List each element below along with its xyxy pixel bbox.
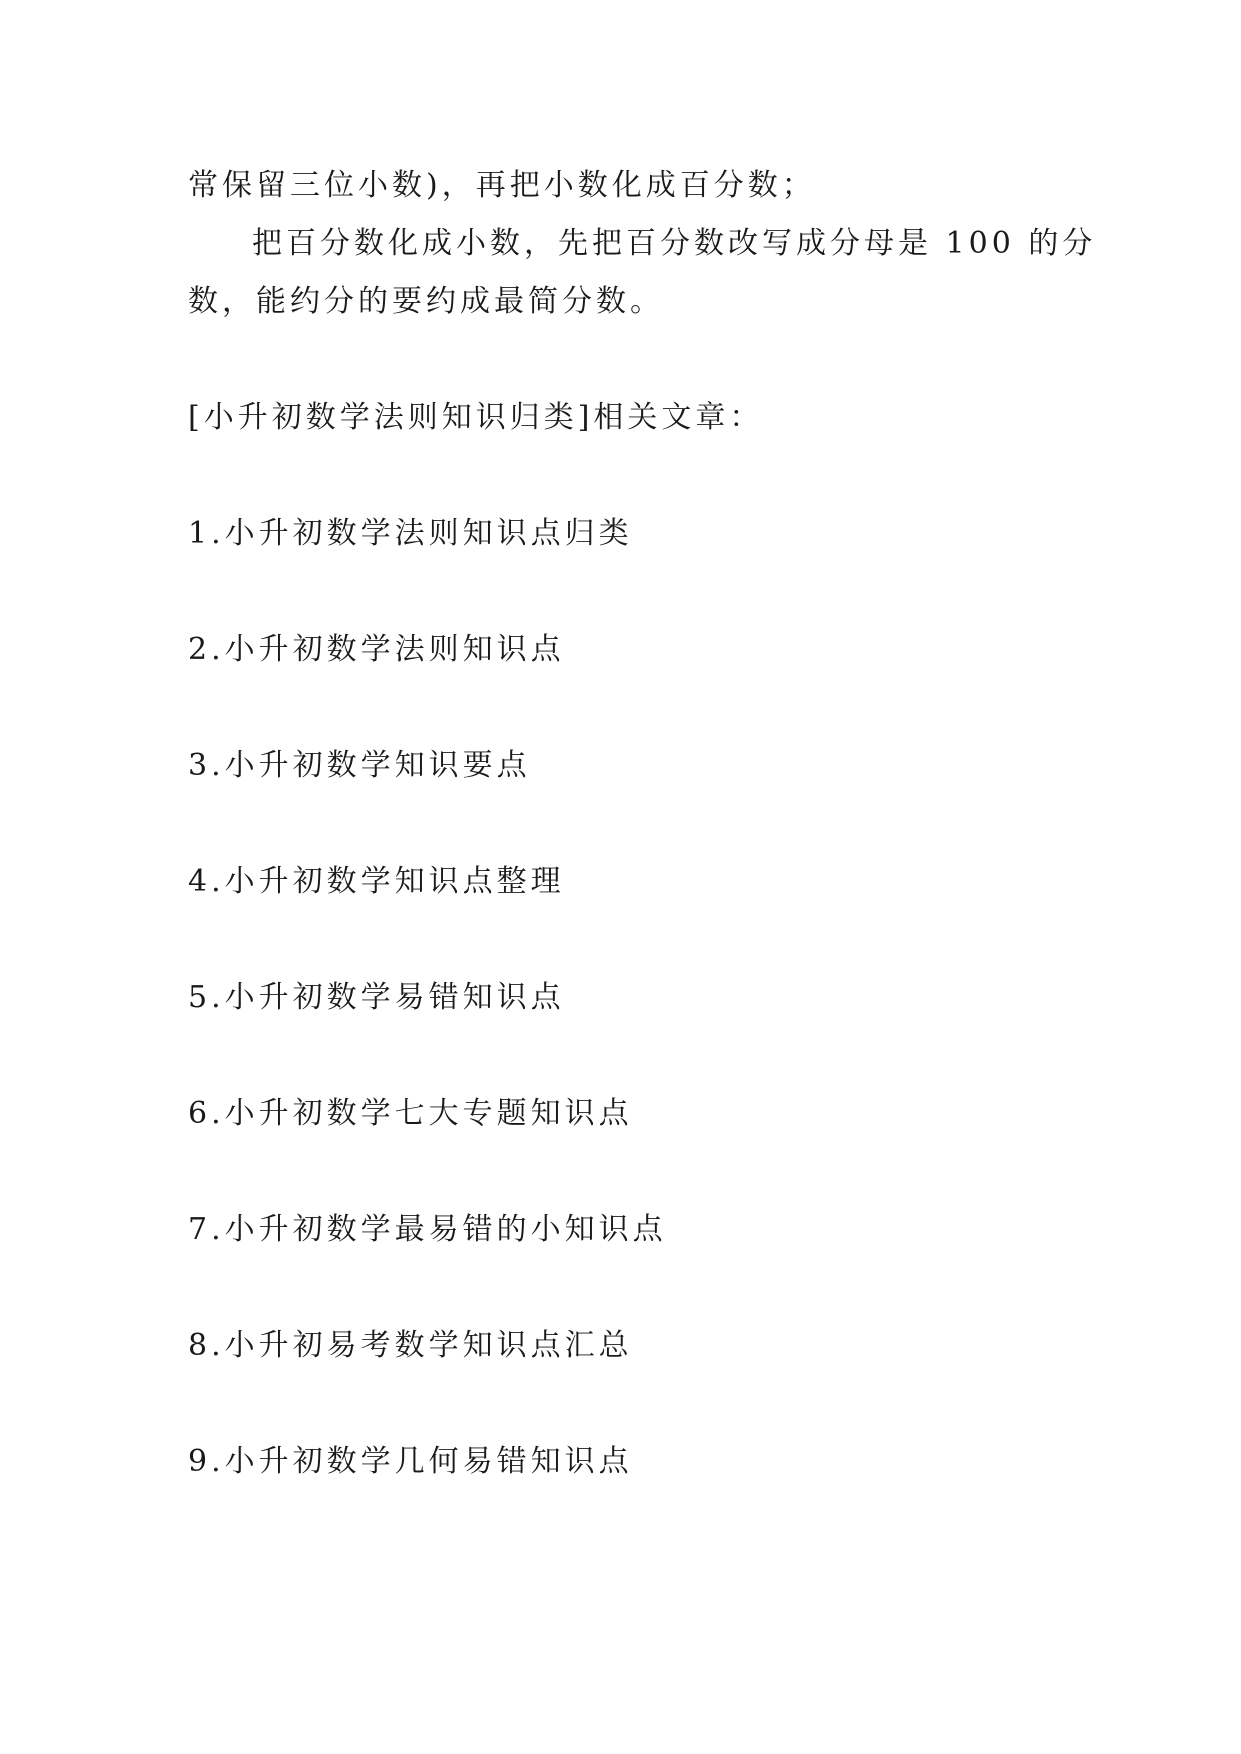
related-article-item[interactable]: 9.小升初数学几何易错知识点 (188, 1444, 633, 1479)
related-article-item[interactable]: 2.小升初数学法则知识点 (188, 632, 565, 667)
related-article-item[interactable]: 4.小升初数学知识点整理 (188, 864, 565, 899)
paragraph-line-2: 把百分数化成小数，先把百分数改写成分母是 100 的分 (252, 226, 1097, 261)
related-article-item[interactable]: 8.小升初易考数学知识点汇总 (188, 1328, 633, 1363)
paragraph-line-3: 数，能约分的要约成最简分数。 (188, 284, 664, 319)
related-article-item[interactable]: 6.小升初数学七大专题知识点 (188, 1096, 633, 1131)
related-article-item[interactable]: 7.小升初数学最易错的小知识点 (188, 1212, 667, 1247)
paragraph-line-1: 常保留三位小数)，再把小数化成百分数； (188, 168, 816, 203)
related-article-item[interactable]: 1.小升初数学法则知识点归类 (188, 516, 633, 551)
related-article-item[interactable]: 3.小升初数学知识要点 (188, 748, 531, 783)
related-article-item[interactable]: 5.小升初数学易错知识点 (188, 980, 565, 1015)
related-articles-heading: [小升初数学法则知识归类]相关文章： (188, 400, 764, 435)
